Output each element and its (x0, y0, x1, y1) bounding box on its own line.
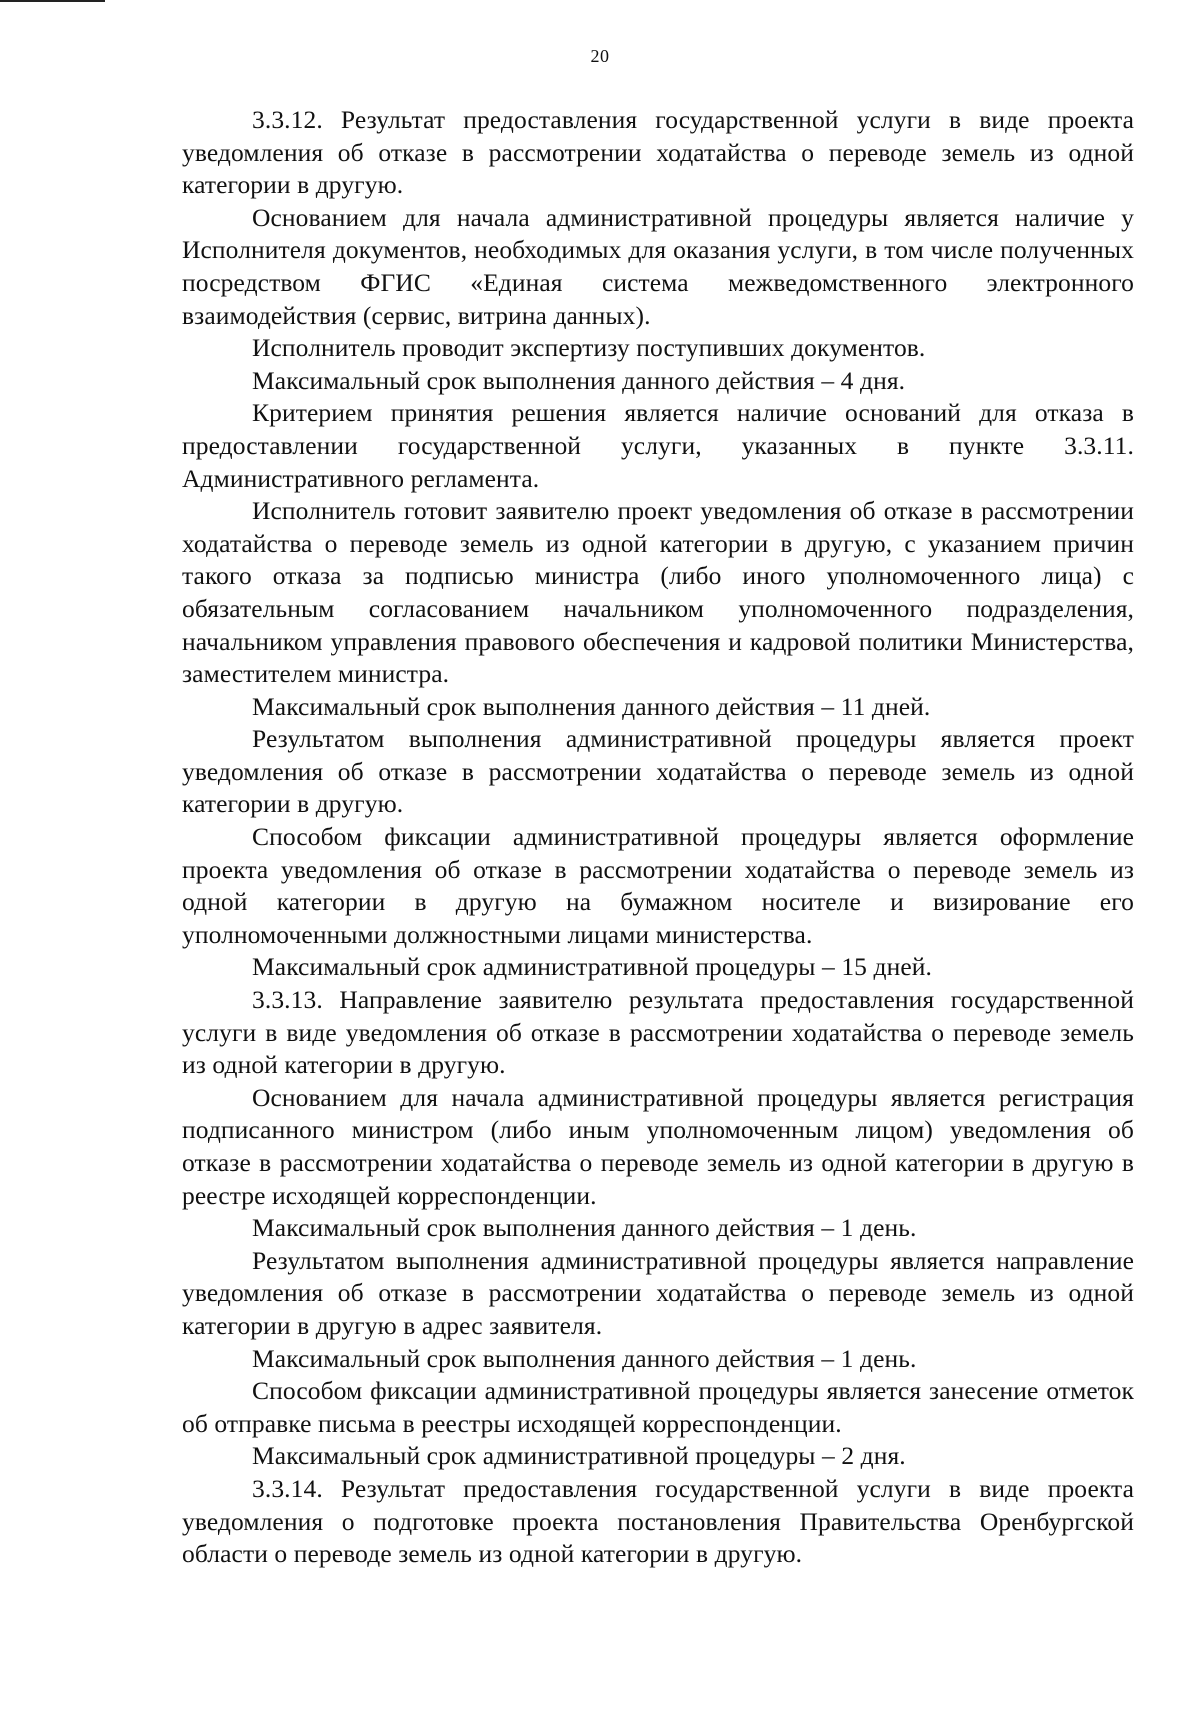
document-body (182, 104, 1134, 1571)
paragraph-register-entry: Способом фиксации административной процедуры является занесение отметок об отправке письма в реестры исходящей корреспонденции. (182, 1376, 1134, 1438)
paragraph-3-3-13-heading: 3.3.13. Направление заявителю результата предоставления государственной услуги в виде уведомления об отказе в рассмотрении ходатайства о переводе земель из одной категории в другую. (182, 985, 1134, 1080)
paragraph-max-term-2-days: Максимальный срок административной процедуры – 2 дня. (252, 1441, 906, 1471)
paragraph-sending-result: Результатом выполнения административной процедуры является направление уведомления об отказе в рассмотрении ходатайства о переводе земель из одной категории в другую в адрес заявителя. (182, 1245, 1134, 1340)
paragraph-fixation-method: Способом фиксации административной процедуры является оформление проекта уведомления об отказе в рассмотрении ходатайства о переводе земель из одной категории в другую на бумажном носителе и визирование его уполномоченными должностными лицами министерства. (182, 822, 1134, 949)
paragraph-registration-basis: Основанием для начала административной процедуры является регистрация подписанного министром (либо иным уполномоченным лицом) уведомления об отказе в рассмотрении ходатайства о переводе земель из одной категории в другую в реестре исходящей корреспонденции. (182, 1082, 1134, 1210)
paragraph-procedure-result: Результатом выполнения административной процедуры является проект уведомления об отказе в рассмотрении ходатайства о переводе земель из одной категории в другую. (182, 724, 1134, 819)
scan-edge-mark (0, 0, 105, 2)
paragraph-draft-preparation: Исполнитель готовит заявителю проект уведомления об отказе в рассмотрении ходатайства о переводе земель из одной категории в другую, с указанием причин такого отказа за подписью министра (либо иного уполномоченного лица) с обязательным согласованием начальником уполномоченного подразделения, начальником управления правового обеспечения и кадровой политики Министерства, заместителем министра. (182, 496, 1134, 689)
paragraph-max-term-1-day-b: Максимальный срок выполнения данного действия – 1 день. (252, 1343, 917, 1373)
paragraph-3-3-14-heading: 3.3.14. Результат предоставления государственной услуги в виде проекта уведомления о подготовке проекта постановления Правительства Оренбургской области о переводе земель из одной категории в другую. (182, 1473, 1134, 1569)
page-number: 20 (590, 46, 610, 66)
paragraph-max-term-1-day-a: Максимальный срок выполнения данного действия – 1 день. (252, 1213, 917, 1243)
paragraph-examination: Исполнитель проводит экспертизу поступивших документов. (252, 333, 926, 363)
paragraph-3-3-12-heading: 3.3.12. Результат предоставления государственной услуги в виде проекта уведомления об отказе в рассмотрении ходатайства о переводе земель из одной категории в другую. (182, 105, 1134, 200)
paragraph-max-term-11-days: Максимальный срок выполнения данного действия – 11 дней. (252, 691, 931, 721)
paragraph-max-term-15-days: Максимальный срок административной процедуры – 15 дней. (252, 952, 932, 982)
paragraph-max-term-4-days: Максимальный срок выполнения данного действия – 4 дня. (252, 365, 906, 395)
paragraph-basis: Основанием для начала административной процедуры является наличие у Исполнителя документов, необходимых для оказания услуги, в том числе полученных посредством ФГИС «Единая система межведомственного электронного взаимодействия (сервис, витрина данных). (182, 202, 1134, 330)
paragraph-decision-criterion: Критерием принятия решения является наличие оснований для отказа в предоставлении государственной услуги, указанных в пункте 3.3.11. Административного регламента. (182, 398, 1134, 493)
